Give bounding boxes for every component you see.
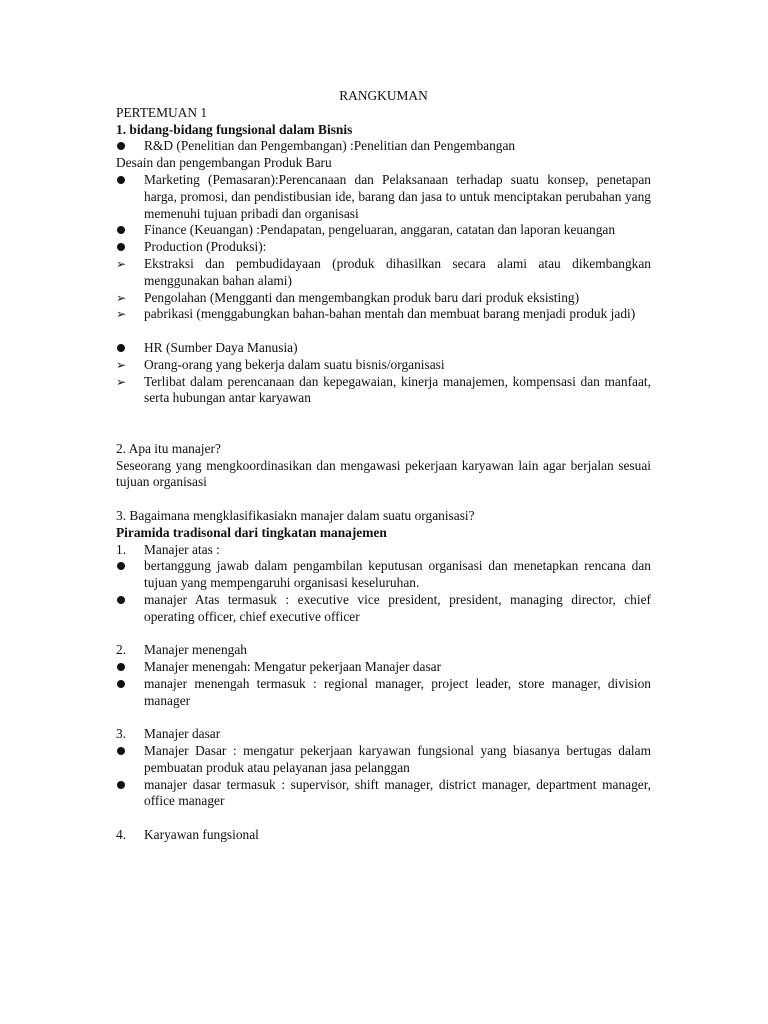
list-item: ➢ Ekstraksi dan pembudidayaan (produk dihasilkan secara alami atau dikembangkan menggunakan bahan alami) — [116, 255, 651, 288]
meeting-label: PERTEMUAN 1 — [116, 104, 208, 120]
list-item: ➢ Orang-orang yang bekerja dalam suatu bisnis/organisasi — [116, 356, 445, 372]
arrow-bullet-icon: ➢ — [116, 307, 127, 322]
document-title: RANGKUMAN — [339, 88, 428, 103]
arrow-bullet-icon: ➢ — [116, 256, 127, 271]
section3-heading: Piramida tradisonal dari tingkatan manajemen — [116, 524, 387, 540]
list-item: R&D (Penelitian dan Pengembangan) :Penelitian dan Pengembangan — [116, 138, 651, 155]
numbered-item: 1. Manajer atas : — [116, 541, 220, 557]
item-number: 4. — [116, 827, 127, 843]
numbered-item: 3. Manajer dasar — [116, 726, 221, 742]
bullet-icon — [116, 558, 136, 575]
list-item: ➢ Pengolahan (Mengganti dan mengembangkan produk baru dari produk eksisting) — [116, 289, 580, 305]
list-item: ➢ pabrikasi (menggabungkan bahan-bahan mentah dan membuat barang menjadi produk jadi) — [116, 306, 636, 322]
bullet-icon — [116, 239, 136, 256]
bullet-icon — [116, 172, 136, 189]
bullet-icon — [116, 743, 136, 760]
arrow-bullet-icon: ➢ — [116, 290, 127, 305]
bullet-icon — [116, 340, 136, 357]
document-page — [116, 88, 651, 844]
section2-answer: Seseorang yang mengkoordinasikan dan mengawasi pekerjaan karyawan lain agar berjalan sesuai tujuan organisasi — [116, 457, 651, 490]
list-item: Marketing (Pemasaran):Perencanaan dan Pelaksanaan terhadap suatu konsep, penetapan harga, promosi, dan pendistibusian ide, barang dan jasa to untuk menciptakan perubahan yang memenuhi tujuan pribadi dan organisasi — [116, 172, 651, 222]
numbered-item: 4. Karyawan fungsional — [116, 827, 259, 843]
list-item: manajer menengah termasuk : regional manager, project leader, store manager, division manager — [116, 676, 651, 710]
list-item: ➢ Terlibat dalam perencanaan dan kepegawaian, kinerja manajemen, kompensasi dan manfaat, serta hubungan antar karyawan — [116, 373, 651, 406]
arrow-bullet-icon: ➢ — [116, 357, 127, 372]
bullet-icon — [116, 138, 136, 155]
item-number: 1. — [116, 541, 127, 557]
section1-heading: 1. bidang-bidang fungsional dalam Bisnis — [116, 121, 353, 137]
item-number: 3. — [116, 726, 127, 742]
rnd-note: Desain dan pengembangan Produk Baru — [116, 155, 332, 171]
list-item: Finance (Keuangan) :Pendapatan, pengeluaran, anggaran, catatan dan laporan keuangan — [116, 222, 651, 239]
bullet-icon — [116, 222, 136, 239]
numbered-item: 2. Manajer menengah — [116, 642, 247, 658]
bullet-icon — [116, 592, 136, 609]
arrow-bullet-icon: ➢ — [116, 374, 127, 389]
list-item: manajer dasar termasuk : supervisor, shift manager, district manager, department manager, office manager — [116, 777, 651, 811]
list-item: bertanggung jawab dalam pengambilan keputusan organisasi dan menetapkan rencana dan tujuan yang mempengaruhi organisasi keseluruhan. — [116, 558, 651, 592]
bullet-icon — [116, 777, 136, 794]
section3-question: 3. Bagaimana mengklasifikasiakn manajer dalam suatu organisasi? — [116, 507, 475, 523]
list-item: Manajer Dasar : mengatur pekerjaan karyawan fungsional yang biasanya bertugas dalam pembuatan produk atau pelayanan jasa pelanggan — [116, 743, 651, 777]
list-item: HR (Sumber Daya Manusia) — [116, 340, 651, 357]
section2-question: 2. Apa itu manajer? — [116, 440, 221, 456]
list-item: Production (Produksi): — [116, 239, 651, 256]
list-item: Manajer menengah: Mengatur pekerjaan Manajer dasar — [116, 659, 651, 676]
list-item: manajer Atas termasuk : executive vice president, president, managing director, chief operating officer, chief executive officer — [116, 592, 651, 626]
item-number: 2. — [116, 642, 127, 658]
bullet-icon — [116, 676, 136, 693]
bullet-icon — [116, 659, 136, 676]
